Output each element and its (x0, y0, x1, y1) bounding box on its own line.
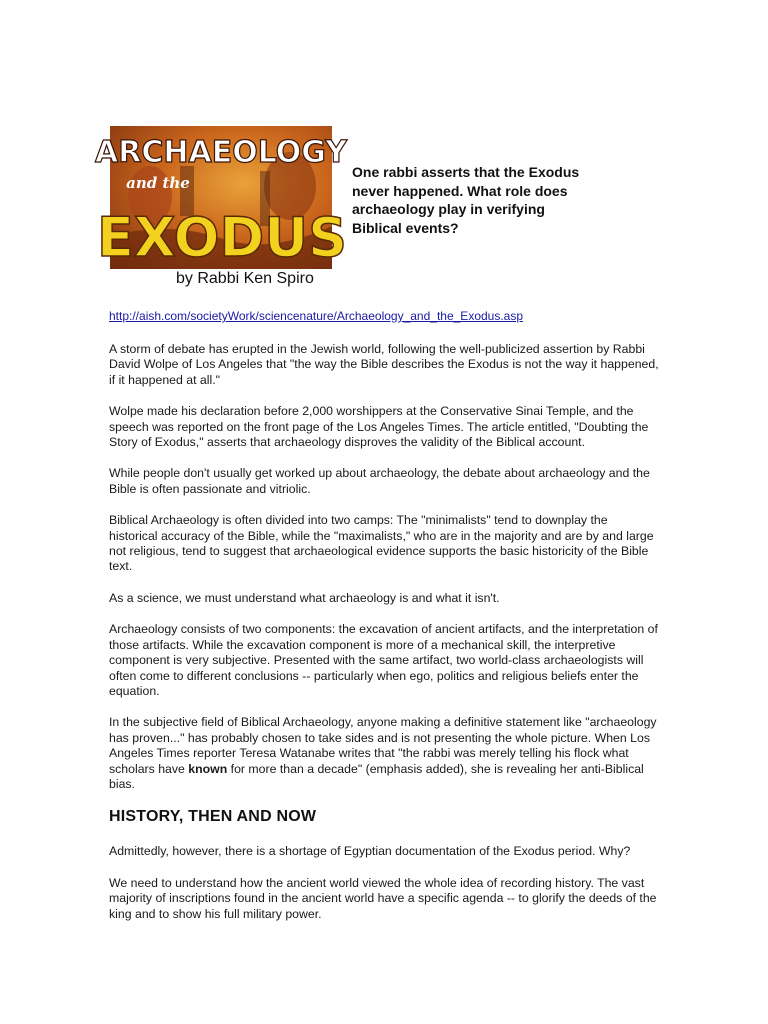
paragraph-5: As a science, we must understand what archaeology is and what it isn't. (109, 590, 500, 605)
paragraph-6: Archaeology consists of two components: the excavation of ancient artifacts, and the interpretation of those artifacts. While the excavation component is more of a mechanical skill, the interpretive component is very subjective. Presented with the same artifact, two world-class archaeologists will often come to different conclusions -- particularly when ego, politics and religious beliefs enter the equation. (109, 622, 658, 698)
article-byline: by Rabbi Ken Spiro (176, 270, 314, 287)
article-subtitle: One rabbi asserts that the Exodus never happened. What role does archaeology play in verifying Biblical events? (352, 164, 580, 236)
paragraph-2: Wolpe made his declaration before 2,000 worshippers at the Conservative Sinai Temple, and the speech was reported on the front page of the Los Angeles Times. The article entitled, "Doubting the Story of Exodus," asserts that archaeology disproves the validity of the Biblical account. (109, 404, 649, 450)
hero-title-line1: ARCHAEOLOGY (95, 135, 347, 170)
paragraph-7-emphasis: known (188, 761, 228, 776)
section-paragraph-2: We need to understand how the ancient world viewed the whole idea of recording history. The vast majority of inscriptions found in the ancient world have a specific agenda -- to glorify the deeds of the king and to show his full military power. (109, 875, 657, 921)
article-hero-image (95, 126, 348, 269)
paragraph-7-text-before: In the subjective field of Biblical Archaeology, anyone making a definitive statement like "archaeology has proven..." has probably chosen to take sides and is not presenting the whole picture. When Los Angeles Times reporter Teresa Watanabe writes that "the rabbi was merely telling his flock what scholars have (109, 715, 657, 776)
article-body (109, 342, 659, 938)
paragraph-7 (109, 715, 659, 792)
hero-artwork (95, 126, 348, 269)
hero-title-line2: and the (126, 174, 190, 192)
paragraph-1: A storm of debate has erupted in the Jewish world, following the well-publicized assertion by Rabbi David Wolpe of Los Angeles that "the way the Bible describes the Exodus is not the way it happened, if it happened at all." (109, 342, 659, 387)
hero-title-line3: EXODUS (96, 206, 348, 269)
source-url-link[interactable]: http://aish.com/societyWork/sciencenature/Archaeology_and_the_Exodus.asp (109, 309, 524, 323)
paragraph-4: Biblical Archaeology is often divided into two camps: The "minimalists" tend to downplay the historical accuracy of the Bible, while the "maximalists," who are in the majority and are by and large not religious, tend to suggest that archaeological evidence supports the basic historicity of the Bible text. (109, 513, 654, 574)
section-paragraph-1: Admittedly, however, there is a shortage of Egyptian documentation of the Exodus period. Why? (109, 844, 631, 859)
paragraph-7-text-after: for more than a decade" (emphasis added), she is revealing her anti-Biblical bias. (109, 761, 644, 791)
section-heading: HISTORY, THEN AND NOW (109, 808, 317, 826)
paragraph-3: While people don't usually get worked up about archaeology, the debate about archaeology and the Bible is often passionate and vitriolic. (109, 466, 650, 496)
